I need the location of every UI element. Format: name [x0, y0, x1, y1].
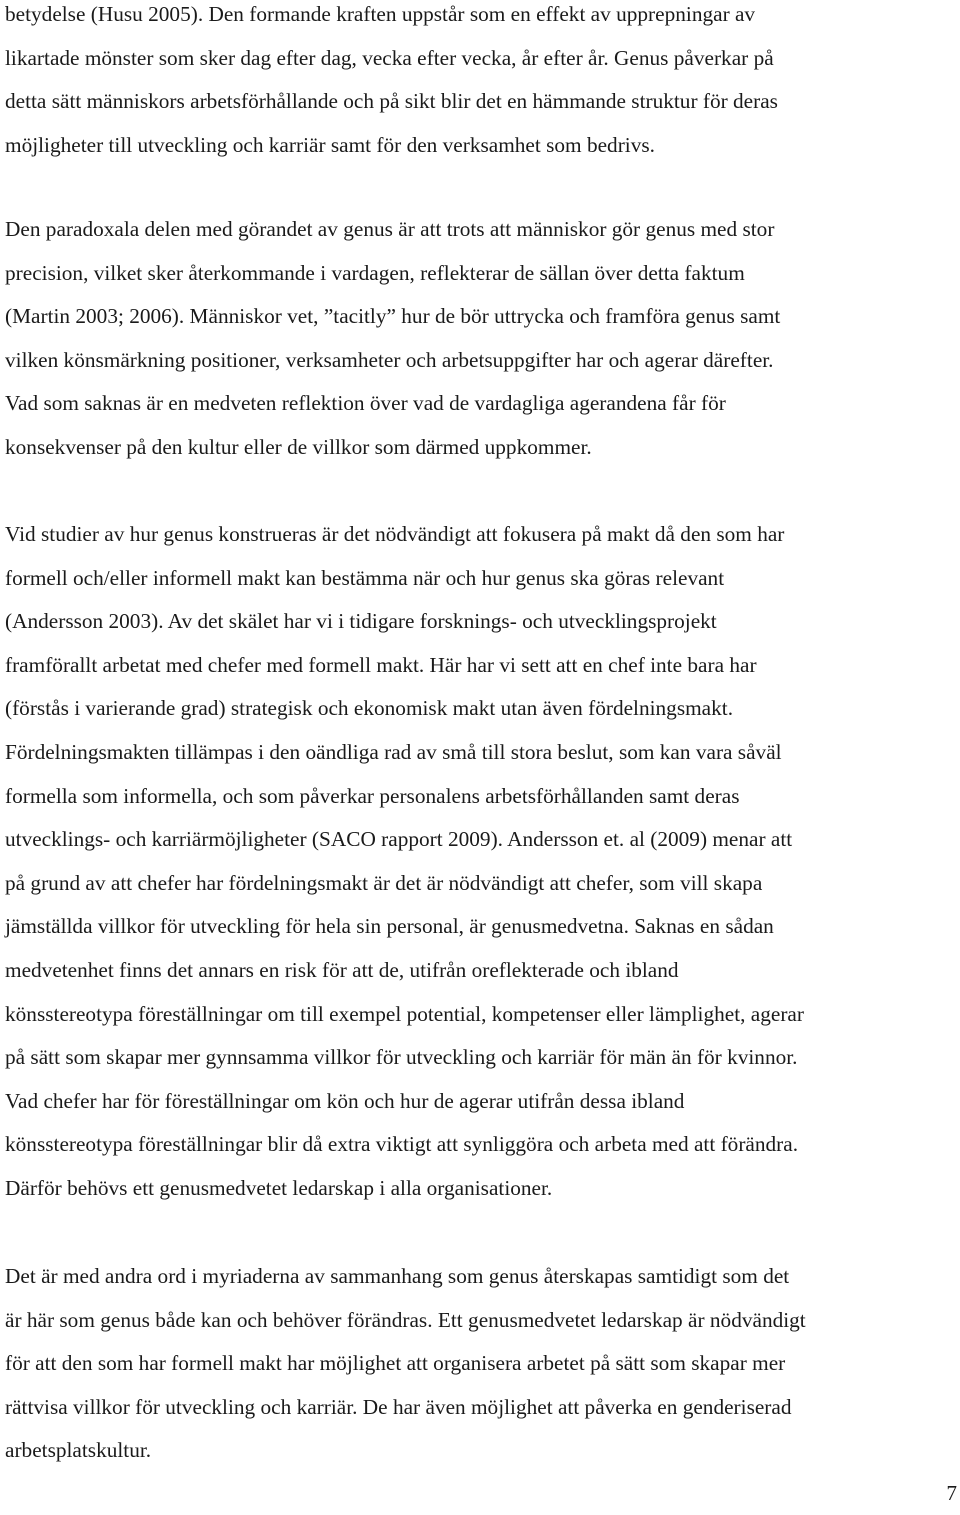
text-line: könsstereotypa föreställningar blir då extra viktigt att synliggöra och arbeta med att förändra.: [5, 1132, 799, 1157]
text-line: framförallt arbetat med chefer med formell makt. Här har vi sett att en chef inte bara har: [5, 652, 757, 677]
text-line: vilken könsmärkning positioner, verksamheter och arbetsuppgifter har och agerar därefter.: [5, 347, 774, 372]
text-line: på sätt som skapar mer gynnsamma villkor för utveckling och karriär för män än för kvinnor.: [5, 1045, 798, 1070]
text-line: könsstereotypa föreställningar om till exempel potential, kompetenser eller lämplighet, agerar: [5, 1001, 804, 1026]
text-line: rättvisa villkor för utveckling och karriär. De har även möjlighet att påverka en genderiserad: [5, 1394, 792, 1419]
text-line: (Andersson 2003). Av det skälet har vi i tidigare forsknings- och utvecklingsprojekt: [5, 609, 717, 634]
paragraph-4: [5, 1255, 960, 1473]
text-line: Den paradoxala delen med görandet av genus är att trots att människor gör genus med stor: [5, 217, 775, 241]
text-line: möjligheter till utveckling och karriär samt för den verksamhet som bedrivs.: [5, 132, 655, 157]
text-line: formella som informella, och som påverkar personalens arbetsförhållanden samt deras: [5, 783, 740, 808]
text-line: Vid studier av hur genus konstrueras är det nödvändigt att fokusera på makt då den som har: [5, 522, 785, 546]
text-line: utvecklings- och karriärmöjligheter (SACO rapport 2009). Andersson et. al (2009) menar att: [5, 827, 793, 852]
text-line: Därför behövs ett genusmedvetet ledarskap i alla organisationer.: [5, 1175, 553, 1200]
paragraph-2: [5, 208, 960, 470]
text-line: jämställda villkor för utveckling för hela sin personal, är genusmedvetna. Saknas en sådan: [5, 914, 774, 939]
text-line: betydelse (Husu 2005). Den formande kraften uppstår som en effekt av upprepningar av: [5, 2, 756, 26]
text-line: formell och/eller informell makt kan bestämma när och hur genus ska göras relevant: [5, 565, 725, 590]
paragraph-3: [5, 513, 960, 1211]
paragraph-1: [5, 0, 960, 167]
text-line: medvetenhet finns det annars en risk för att de, utifrån oreflekterade och ibland: [5, 957, 679, 982]
text-line: Det är med andra ord i myriaderna av sammanhang som genus återskapas samtidigt som det: [5, 1264, 790, 1288]
text-line: för att den som har formell makt har möjlighet att organisera arbetet på sätt som skapar mer: [5, 1351, 786, 1376]
text-line: precision, vilket sker återkommande i vardagen, reflekterar de sällan över detta faktum: [5, 260, 745, 285]
text-line: Vad som saknas är en medveten reflektion över vad de vardagliga agerandena får för: [5, 391, 726, 416]
text-line: detta sätt människors arbetsförhållande och på sikt blir det en hämmande struktur för deras: [5, 89, 778, 114]
text-line: (Martin 2003; 2006). Människor vet, ”tacitly” hur de bör uttrycka och framföra genus samt: [5, 304, 781, 329]
text-line: (förstås i varierande grad) strategisk och ekonomisk makt utan även fördelningsmakt.: [5, 696, 734, 721]
text-line: likartade mönster som sker dag efter dag, vecka efter vecka, år efter år. Genus påverkar på: [5, 45, 774, 70]
text-line: arbetsplatskultur.: [5, 1438, 152, 1463]
text-line: på grund av att chefer har fördelningsmakt är det är nödvändigt att chefer, som vill skapa: [5, 870, 763, 895]
text-line: Vad chefer har för föreställningar om kön och hur de agerar utifrån dessa ibland: [5, 1088, 685, 1113]
page-number: 7: [946, 1481, 957, 1505]
text-line: Fördelningsmakten tillämpas i den oändliga rad av små till stora beslut, som kan vara såväl: [5, 739, 782, 764]
text-line: konsekvenser på den kultur eller de villkor som därmed uppkommer.: [5, 434, 592, 459]
text-line: är här som genus både kan och behöver förändras. Ett genusmedvetet ledarskap är nödvändigt: [5, 1307, 806, 1332]
